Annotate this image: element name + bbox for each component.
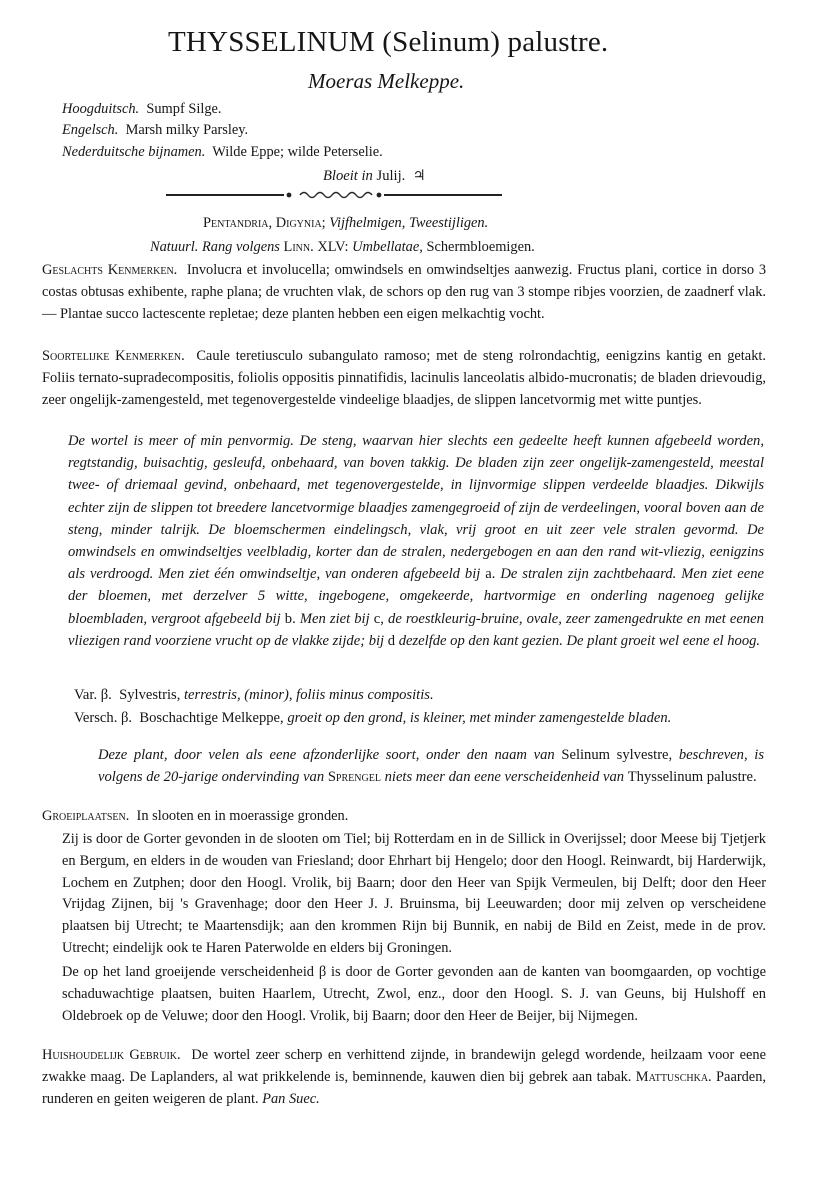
plant-description xyxy=(68,430,764,652)
description-text: Men ziet bij xyxy=(299,610,370,627)
class-number: XLV: xyxy=(317,239,349,255)
bloom-line xyxy=(323,167,426,185)
section-heading: Groeiplaatsen. xyxy=(42,808,130,824)
ornamental-divider xyxy=(166,189,502,201)
synonym-german xyxy=(62,101,222,118)
page-subtitle: Moeras Melkeppe. xyxy=(308,69,465,93)
perennial-symbol: ♃ xyxy=(412,168,426,184)
note-name: Thysselinum palustre. xyxy=(627,769,757,785)
description-text: dezelfde op den kant gezien. De plant groeit wel eene el hoog. xyxy=(398,632,761,649)
section-text: Zij is door de Gorter gevonden in de slooten om Tiel; bij Rotterdam en in de Sillick in Overijssel; door Meese bij Tjetjerk en Bergum, en elders in de wouden van Friesland; door Ehrhart bij Hengelo; door den Hoogl. Reinwardt, bij Harderwijk, Lochem en Zutphen; door den Hoogl. Vrolik, bij Baarn; door den Heer van Spijk Vermeulen, bij Delft; door den Heer Vrijdag Zijnen, bij 's Gravenhage; door den Heer J. J. Bruinsma, bij Leeuwarden; door mij zelven op verscheidene plaatsen bij Utrecht; te Maartensdijk; aan den krommen Rijn bij Bunnik, en nabij de Bild en Zeist, mede in de prov. Utrecht; eindelijk ook te Haren Paterwolde en elders bij Groningen. xyxy=(62,831,766,956)
figure-ref: b. xyxy=(284,610,296,627)
note-text: niets meer dan eene verscheidenheid van xyxy=(384,769,625,785)
note-name: Selinum sylvestre, xyxy=(561,747,673,763)
note-author: Sprengel xyxy=(327,769,381,785)
synonym-name: Marsh milky Parsley. xyxy=(125,122,249,138)
variety-name: Boschachtige Melkeppe, xyxy=(139,710,284,726)
habitat-variety-localities xyxy=(62,962,766,1027)
description-text: De wortel is meer of min penvormig. De steng, waarvan hier slechts een gedeelte heeft kunnen afgebeeld worden, regtstandig, buisachtig, gesleufd, onbehaard, van boven takkig. De bladen zijn zeer ongelijk-zamengesteld, meestal twee- of driemaal gevind, onbehaard, met tegenovergestelde, in lijnvormige slippen verdeelde blaadjes. Dikwijls echter zijn de slippen tot breedere lancetvormige blaadjes zamengegroeid of zijn de verdeelingen, vooral boven aan de steng, minder talrijk. De bloemschermen eindelingsch, vlak, vrij groot en uit zeer vele stralen gevormd. De omwindsels en omwindseltjes veelbladig, korter dan de stralen, nedergebogen en aan den rand wit-vliezig, eenigzins als verdroogd. Men ziet één omwindseltje, van onderen afgebeeld bij xyxy=(68,433,764,583)
household-use xyxy=(42,1045,766,1110)
variety-label: Versch. β. xyxy=(74,710,133,726)
variety-latin xyxy=(74,684,764,706)
bloom-label: Bloeit in xyxy=(323,168,373,184)
habitat-heading-line xyxy=(42,806,766,828)
section-text: Caule teretiusculo subangulato ramoso; met de steng rolrondachtig, eenigzins kantig en getakt. Foliis ternato-supradecompositis, foliolis oppositis pinnatifidis, lacinulis lanceolatis albido-mucronatis; de bladen drievoudig, zeer ongelijk-zamengesteld, met tegenovergestelde vindeelige blaadjes, de slippen lancetvormig met witte puntjes. xyxy=(42,348,766,409)
classification-line-1 xyxy=(203,215,488,232)
class-latin: Pentandria, Digynia; xyxy=(203,215,326,231)
synonym-lang: Hoogduitsch. xyxy=(62,101,140,117)
synonym-name: Sumpf Silge. xyxy=(146,101,222,117)
note-text: Deze plant, door velen als eene afzonderlijke soort, onder den naam van xyxy=(98,747,555,763)
class-family: Umbellatae, xyxy=(352,239,423,255)
bloom-month: Julij. xyxy=(376,168,406,184)
note-text: beschreven, is volgens de 20-jarige ondervinding van xyxy=(98,747,764,785)
synonym-english xyxy=(62,122,248,139)
classification-line-2 xyxy=(150,239,535,256)
section-text: Involucra et involucella; omwindsels en omwindseltjes aanwezig. Fructus plani, cortice in dorso 3 costas obtusas exhibente, raphe plana; de vruchten vlak, de schors op den rug van 3 stompe ribjes voorzien, de zaadnerf vlak. — Plantae succo lactescente repletae; deze planten hebben een eigen melkachtig vocht. xyxy=(42,262,767,323)
source-citation: Pan Suec. xyxy=(262,1090,320,1107)
synonym-lang: Engelsch. xyxy=(62,122,119,138)
variety-dutch xyxy=(74,707,764,729)
synonym-lang: Nederduitsche bijnamen. xyxy=(62,144,206,160)
habitat-localities xyxy=(62,829,766,960)
section-heading: Geslachts Kenmerken. xyxy=(42,262,178,278)
genus-characters xyxy=(42,259,766,326)
variety-note xyxy=(98,744,764,788)
class-rank-label: Natuurl. Rang volgens xyxy=(150,239,280,255)
figure-ref: c, xyxy=(373,610,384,627)
class-family-dutch: Schermbloemigen. xyxy=(426,239,535,255)
section-heading: Huishoudelijk Gebruik. xyxy=(42,1047,181,1063)
variety-name: Sylvestris, xyxy=(119,687,181,703)
source-author: Mattuschka. xyxy=(635,1068,712,1085)
section-text: De op het land groeijende verscheidenheid β is door de Gorter gevonden aan de kanten van boomgaarden, op vochtige schaduwachtige plaatsen, buiten Haarlem, Utrecht, Zwol, enz., door den Hoogl. S. J. van Geuns, bij Hulshoff en Oldebroek op de Veluwe; door den Hoogl. Vrolik, bij Baarn; door den Heer de Beijer, bij Nijmegen. xyxy=(62,964,766,1024)
description-text: De stralen zijn zachtbehaard. Men ziet eene der bloemen, met derzelver 5 witte, ingebogene, omgekeerde, hartvormige en onderling nagenoeg gelijke bloembladen, vergroot afgebeeld bij xyxy=(68,566,764,627)
variety-diagnosis: groeit op den grond, is kleiner, met minder zamengestelde bladen. xyxy=(287,710,672,726)
section-text: Paarden, runderen en geiten weigeren de plant. xyxy=(42,1068,766,1107)
figure-ref: a. xyxy=(485,566,496,583)
synonym-name: Wilde Eppe; wilde Peterselie. xyxy=(212,144,383,160)
figure-ref: d xyxy=(387,632,396,649)
synonym-dutch xyxy=(62,144,383,161)
page-title: THYSSELINUM (Selinum) palustre. xyxy=(168,26,609,58)
species-characters xyxy=(42,345,766,412)
section-heading: Soortelijke Kenmerken. xyxy=(42,348,185,364)
class-author: Linn. xyxy=(283,239,314,255)
variety-diagnosis: terrestris, (minor), foliis minus compositis. xyxy=(184,687,434,703)
variety-label: Var. β. xyxy=(74,687,112,703)
class-dutch: Vijfhelmigen, Tweestijligen. xyxy=(329,215,489,231)
description-text: de roestkleurig-bruine, ovale, zeer zamengedrukte en met eenen vliezigen rand voorziene vrucht op de vlakke zijde; bij xyxy=(68,610,764,649)
section-text: In slooten en in moerassige gronden. xyxy=(136,808,349,824)
section-text: De wortel zeer scherp en verhittend zijnde, in brandewijn gelegd wordende, heilzaam voor eene zwakke maag. De Laplanders, al wat prikkelende is, beminnende, kauwen dien bij gebrek aan tabak. xyxy=(42,1047,766,1085)
